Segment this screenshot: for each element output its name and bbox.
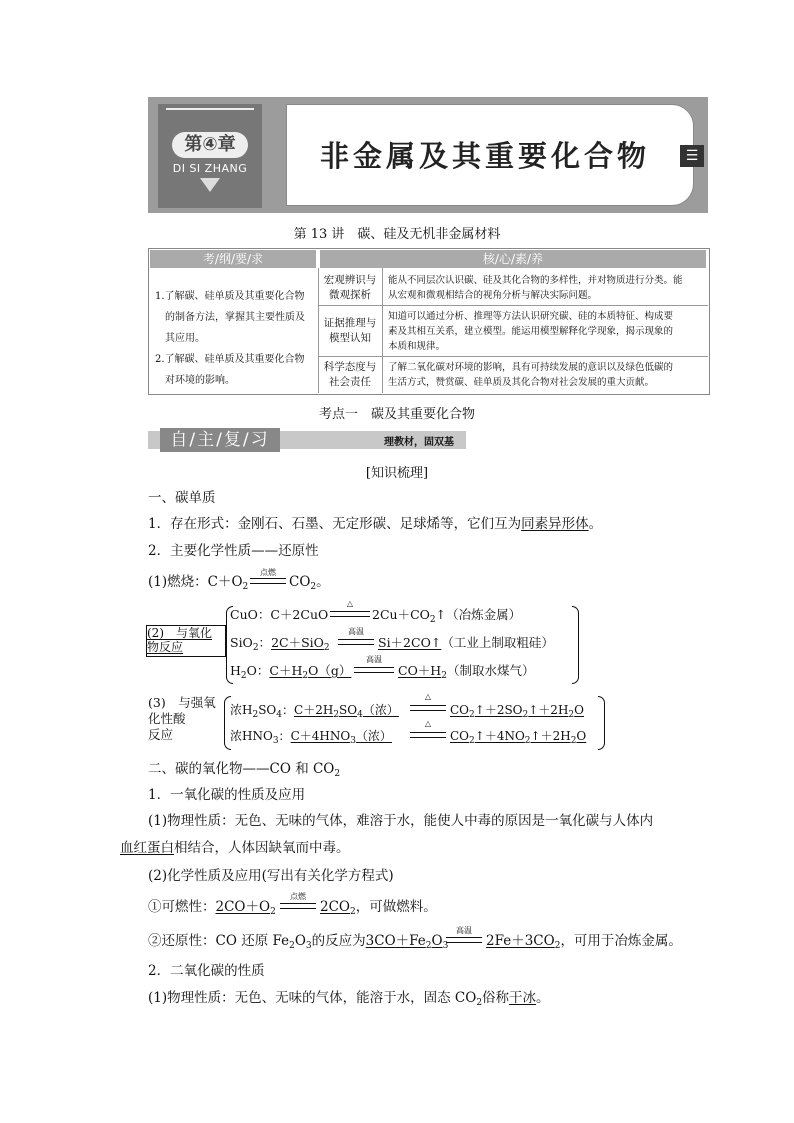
- cuo-product: $2Cu+CO_2↑$（冶炼金属）: [372, 607, 522, 625]
- h2o-product: $CO+H_2$（制取水煤气）: [398, 663, 535, 681]
- text-line: 能从不同层次认识碳、硅及其化合物的多样性，并对物质进行分类。能: [388, 275, 683, 286]
- label-line: 社会责任: [329, 376, 371, 388]
- answer: O: [574, 703, 584, 717]
- req-line: 的制备方法，掌握其主要性质及: [165, 312, 305, 323]
- answer: O: [431, 933, 443, 949]
- cond: △: [424, 719, 432, 728]
- cond: 点燃: [260, 568, 276, 577]
- req-line: 其应用。: [165, 333, 205, 344]
- text: 的反应为: [311, 933, 366, 949]
- h2so4-line: 浓$H_2SO_4$：$C+2H_2SO_4$（浓）: [230, 703, 399, 720]
- req-line: 1.了解碳、硅单质及其重要化合物: [155, 291, 305, 302]
- text-line: 生活方式，赞赏碳、硅单质及其化合物对社会发展的重大贡献。: [388, 377, 655, 388]
- answer: C＋2H: [294, 703, 334, 717]
- header-left-bar: [150, 250, 316, 268]
- reduction-line: ②还原性：CO 还原 $Fe_2O_3$的反应为$3CO+Fe_2O_3$: [148, 933, 449, 951]
- cuo-line: [230, 605, 328, 625]
- core-text: [388, 309, 708, 354]
- answer: O: [576, 729, 587, 743]
- text: ：: [282, 703, 295, 717]
- answer: 2CO＋O: [215, 899, 271, 915]
- chapter-number: 第④章: [172, 132, 248, 158]
- answer: 2Fe＋3CO: [486, 933, 555, 949]
- answer: C＋4HNO: [290, 729, 351, 743]
- property-title: 2．主要化学性质——还原性: [148, 543, 319, 559]
- text: 相结合，人体因缺氧而中毒。: [174, 840, 350, 856]
- text-line: 知道可以通过分析、推理等方法认识研究碳、硅的本质特征、构成要: [388, 311, 674, 322]
- text: SO: [258, 703, 277, 717]
- co-title: 1．一氧化碳的性质及应用: [148, 787, 306, 803]
- answer: ↑＋2H: [528, 703, 569, 717]
- right-brace: [572, 606, 579, 684]
- header-right-bar: [320, 250, 706, 268]
- text: 1．存在形式：金刚石、石墨、无定形碳、足球烯等，它们互为: [148, 516, 522, 532]
- text: CO: [289, 574, 311, 590]
- text: (3) 与强氧: [148, 695, 216, 710]
- co2-title: 2．二氧化碳的性质: [148, 963, 265, 979]
- text: (1)燃烧：C＋O: [148, 574, 243, 590]
- chapter-pinyin: DI SI ZHANG: [172, 162, 248, 175]
- answer: 2C＋SiO: [271, 635, 324, 650]
- answer: 3CO＋Fe: [365, 933, 426, 949]
- equals-sign: [338, 639, 374, 645]
- section-1-title: 一、碳单质: [148, 490, 216, 506]
- answer: 2CO: [320, 899, 350, 915]
- h2so4-product: $CO_2↑+2SO_2↑+2H_2O$: [450, 703, 584, 720]
- text: 。: [588, 516, 603, 532]
- text: (1)物理性质：无色、无味的气体，能溶于水，固态 CO: [148, 990, 477, 1006]
- chem-title: (2)化学性质及应用(写出有关化学方程式): [148, 868, 394, 884]
- cond: 点燃: [290, 892, 306, 901]
- text: 浓H: [230, 703, 253, 717]
- equals-sign: [410, 732, 446, 738]
- text: 化性酸: [148, 711, 186, 726]
- equals-sign: [410, 705, 446, 711]
- text: SiO: [230, 635, 253, 650]
- section-2-title: 二、碳的氧化物——CO 和 $CO_2$: [148, 761, 341, 779]
- answer: 血红蛋白: [120, 840, 174, 856]
- core-text: [388, 273, 708, 303]
- text: ：: [258, 635, 272, 650]
- answer: ↑＋4NO: [474, 729, 525, 743]
- hno3-line: 浓$HNO_3$：$C+4HNO_3$（浓）: [230, 729, 392, 746]
- text: ①可燃性：: [148, 899, 216, 915]
- divider: [318, 305, 708, 306]
- answer: Si＋2CO↑: [378, 635, 442, 650]
- equals-sign: [250, 578, 286, 584]
- chapter-title: 非金属及其重要化合物: [319, 139, 650, 173]
- text: O：: [246, 663, 270, 678]
- existence-line: [148, 514, 602, 534]
- equals-sign: [354, 667, 394, 673]
- text: （制取水煤气）: [446, 663, 535, 678]
- header-right: 核/心/素/养: [482, 252, 544, 266]
- text: O: [294, 933, 306, 949]
- text: 浓HNO: [230, 729, 273, 743]
- acid-label: [148, 695, 228, 743]
- book-icon: ☰: [680, 145, 704, 167]
- oxide-label: [146, 625, 226, 657]
- lesson-title: 第 13 讲 碳、硅及无机非金属材料: [293, 227, 501, 242]
- answer: CO: [450, 703, 470, 717]
- cond: △: [424, 692, 432, 701]
- answer: C＋H: [269, 663, 303, 678]
- answer: O（g）: [308, 663, 352, 678]
- divider: [318, 268, 319, 393]
- knowledge-heading: [知识梳理]: [365, 466, 429, 481]
- text-line: 从宏观和微观相结合的视角分析与解决实际问题。: [388, 290, 598, 301]
- answer: 同素异形体: [521, 516, 589, 532]
- sio-product: [378, 633, 554, 653]
- burn-product: $CO_2$。: [289, 574, 330, 592]
- cond: △: [346, 599, 354, 608]
- text: ②还原性：CO 还原 Fe: [148, 933, 290, 949]
- text: 。: [316, 574, 330, 590]
- answer: （浓）: [362, 703, 399, 717]
- core-label: [322, 273, 378, 303]
- equals-sign: [330, 611, 370, 617]
- text-line: 素及其相互关系，建立模型。能运用模型解释化学现象，揭示现象的: [388, 326, 674, 337]
- answer: CO＋H: [398, 663, 442, 678]
- divider: [318, 356, 708, 357]
- badge-decoration: [166, 108, 254, 120]
- cond: 高温: [456, 926, 472, 935]
- hno3-product: $CO_2↑+4NO_2↑+2H_2O$: [450, 729, 587, 746]
- text: 二、碳的氧化物——CO 和 CO: [148, 761, 335, 777]
- answer: ↑＋2SO: [474, 703, 523, 717]
- text: ，可用于冶炼金属。: [560, 933, 682, 949]
- section-heading: 考点一 碳及其重要化合物: [318, 407, 475, 422]
- h2o-line: $H_2O$：$C+H_2O(g)$: [230, 663, 352, 681]
- review-tag: 理教材，固双基: [384, 437, 454, 448]
- core-label: [322, 316, 378, 346]
- label-line: 模型认知: [329, 332, 371, 344]
- label-line: 宏观辨识与: [323, 274, 377, 286]
- text: 物反应: [147, 640, 184, 654]
- burn-line: (1)燃烧：$C+O_2$: [148, 574, 249, 592]
- combustion-product: $2CO_2$，可做燃料。: [320, 899, 437, 917]
- answer: CO: [450, 729, 470, 743]
- label-line: 科学态度与: [323, 361, 377, 373]
- text: (2) 与氧化: [147, 626, 212, 640]
- co2-phys-line: (1)物理性质：无色、无味的气体，能溶于水，固态 $CO_2$俗称干冰。: [148, 990, 550, 1008]
- cond: 高温: [366, 655, 382, 664]
- text: CuO：C＋2CuO: [230, 607, 329, 622]
- core-text: [388, 360, 708, 390]
- req-line: 对环境的影响。: [165, 375, 235, 386]
- header-left: 考/纲/要/求: [202, 252, 264, 266]
- core-label: [322, 360, 378, 390]
- equals-sign: [446, 937, 482, 943]
- text: H: [230, 663, 241, 678]
- text: （工业上制取粗硅）: [441, 635, 554, 650]
- answer: （浓）: [355, 729, 392, 743]
- answer: SO: [339, 703, 358, 717]
- combustion-line: ①可燃性：$2CO+O_2$: [148, 899, 276, 917]
- answer: 干冰: [509, 990, 537, 1006]
- label-line: 证据推理与: [323, 317, 377, 329]
- text: 2Cu＋CO: [372, 607, 430, 622]
- review-label: 自/主/复/习: [160, 428, 280, 452]
- req-line: 2.了解碳、硅单质及其重要化合物: [155, 354, 305, 365]
- text: ↑（冶炼金属）: [435, 607, 522, 622]
- equals-sign: [280, 903, 316, 909]
- cond: 高温: [348, 627, 364, 636]
- text-line: 了解二氧化碳对环境的影响，具有可持续发展的意识以及绿色低碳的: [388, 362, 674, 373]
- text: 。: [536, 990, 550, 1006]
- text: ，可做燃料。: [355, 899, 437, 915]
- sio-line: SiO$_2$：2C＋SiO$_2$: [230, 635, 330, 653]
- reduction-product: $2Fe+3CO_2$，可用于冶炼金属。: [486, 933, 682, 951]
- label-line: 微观探析: [329, 289, 371, 301]
- text-line: 本质和规律。: [388, 341, 446, 352]
- text: 反应: [148, 727, 174, 742]
- triangle-icon: [200, 178, 220, 192]
- divider: [382, 268, 383, 393]
- right-brace: [598, 696, 605, 750]
- answer: ↑＋2H: [530, 729, 571, 743]
- text: 俗称: [482, 990, 510, 1006]
- phys-line-2: [120, 838, 350, 858]
- phys-line-1: (1)物理性质：无色、无味的气体，难溶于水，能使人中毒的原因是一氧化碳与人体内: [148, 813, 654, 829]
- text: ：: [278, 729, 291, 743]
- requirements-list: [155, 286, 315, 391]
